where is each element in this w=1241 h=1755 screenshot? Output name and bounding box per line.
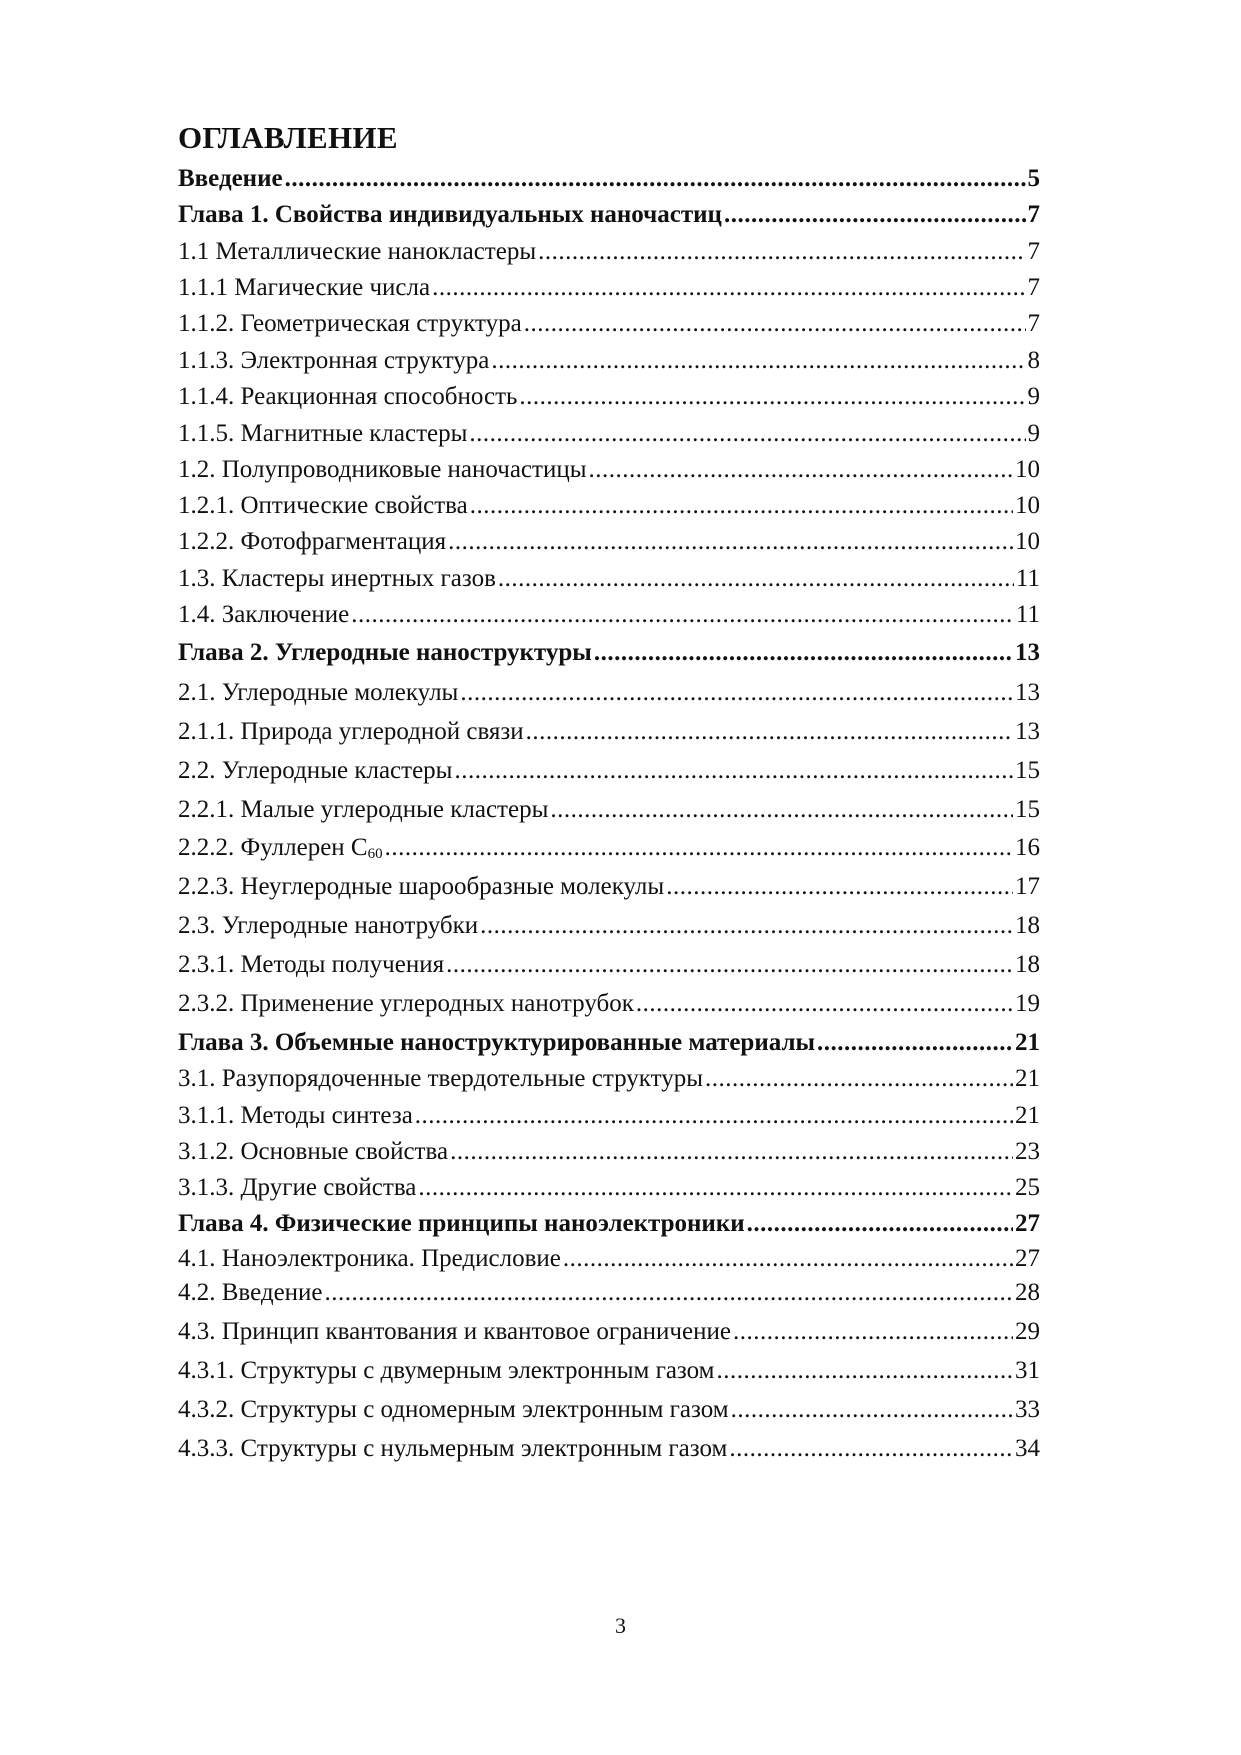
toc-entry-page: 7 bbox=[1027, 310, 1040, 337]
toc-entry-title-text: 1.1.2. Геометрическая структура bbox=[178, 310, 522, 337]
toc-leader-dots bbox=[491, 344, 1025, 378]
toc-entry-title bbox=[178, 987, 634, 1021]
toc-entry-page: 21 bbox=[1015, 1102, 1040, 1129]
toc-entry-page: 13 bbox=[1015, 718, 1040, 745]
toc-section-entry[interactable] bbox=[178, 489, 1040, 523]
toc-entry-page: 11 bbox=[1015, 565, 1040, 592]
toc-entry-title-text: 2.2.3. Неуглеродные шарообразные молекулы bbox=[178, 873, 665, 900]
toc-entry-title bbox=[178, 1135, 448, 1169]
toc-leader-dots bbox=[594, 636, 1013, 670]
toc-entry-title bbox=[178, 1354, 715, 1388]
toc-entry-page: 7 bbox=[1027, 274, 1040, 301]
toc-chapter-entry[interactable] bbox=[178, 162, 1040, 196]
toc-entry-page: 7 bbox=[1027, 201, 1040, 228]
toc-entry-title bbox=[178, 162, 283, 196]
toc-leader-dots bbox=[550, 793, 1013, 827]
toc-entry-page: 27 bbox=[1015, 1245, 1040, 1272]
toc-leader-dots bbox=[731, 1393, 1013, 1427]
toc-entry-title-text: 1.1.5. Магнитные кластеры bbox=[178, 420, 468, 447]
toc-leader-dots bbox=[666, 870, 1013, 904]
toc-entry-title-text: 1.2. Полупроводниковые наночастицы bbox=[178, 456, 587, 483]
toc-chapter-entry[interactable] bbox=[178, 198, 1040, 232]
toc-entry-page: 18 bbox=[1015, 912, 1040, 939]
toc-section-entry[interactable] bbox=[178, 754, 1040, 788]
toc-entry-title-text: 1.2.2. Фотофрагментация bbox=[178, 528, 447, 555]
toc-entry-page: 10 bbox=[1015, 492, 1040, 519]
toc-section-entry[interactable] bbox=[178, 1062, 1040, 1096]
toc-leader-dots bbox=[705, 1062, 1013, 1096]
toc-leader-dots bbox=[717, 1354, 1014, 1388]
toc-entry-page: 29 bbox=[1015, 1318, 1040, 1345]
toc-entry-title bbox=[178, 598, 349, 632]
toc-leader-dots bbox=[519, 380, 1025, 414]
toc-entry-title-text: Глава 3. Объемные наноструктурированные материалы bbox=[178, 1029, 815, 1056]
toc-leader-dots bbox=[325, 1276, 1013, 1310]
toc-section-entry[interactable] bbox=[178, 1354, 1040, 1388]
toc-leader-dots bbox=[817, 1026, 1013, 1060]
toc-leader-dots bbox=[729, 1432, 1013, 1466]
toc-entry-title bbox=[178, 1099, 413, 1133]
toc-entry-title-text: Глава 1. Свойства индивидуальных наночастиц bbox=[178, 201, 722, 228]
toc-leader-dots bbox=[450, 1135, 1013, 1169]
toc-entry-title-text: 2.3.1. Методы получения bbox=[178, 951, 445, 978]
toc-section-entry[interactable] bbox=[178, 987, 1040, 1021]
toc-entry-title-text: 4.3.2. Структуры с одномерным электронным газом bbox=[178, 1396, 729, 1423]
toc-entry-page: 9 bbox=[1027, 420, 1040, 447]
toc-leader-dots bbox=[415, 1099, 1013, 1133]
toc-entry-title bbox=[178, 754, 452, 788]
toc-entry-title-text: 4.1. Наноэлектроника. Предисловие bbox=[178, 1245, 561, 1272]
toc-section-entry[interactable] bbox=[178, 870, 1040, 904]
toc-entry-page: 31 bbox=[1015, 1357, 1040, 1384]
toc-entry-title-text: 1.1 Металлические нанокластеры bbox=[178, 238, 537, 265]
toc-leader-dots bbox=[563, 1242, 1013, 1276]
toc-entry-page: 11 bbox=[1015, 601, 1040, 628]
toc-entry-page: 27 bbox=[1015, 1210, 1040, 1237]
toc-entry-page: 34 bbox=[1015, 1435, 1040, 1462]
toc-entry-page: 28 bbox=[1015, 1279, 1040, 1306]
toc-leader-dots bbox=[526, 715, 1013, 749]
toc-entry-title-text: Введение bbox=[178, 165, 283, 192]
toc-section-entry[interactable] bbox=[178, 525, 1040, 559]
toc-entry-title bbox=[178, 344, 489, 378]
toc-entry-page: 17 bbox=[1015, 873, 1040, 900]
toc-leader-dots bbox=[385, 831, 1013, 865]
toc-entry-title bbox=[178, 831, 383, 865]
toc-entry-title bbox=[178, 1315, 731, 1349]
toc-section-entry[interactable] bbox=[178, 1393, 1040, 1427]
toc-entry-page: 18 bbox=[1015, 951, 1040, 978]
toc-leader-dots bbox=[432, 271, 1025, 305]
toc-entry-title-text: 2.2. Углеродные кластеры bbox=[178, 757, 453, 784]
toc-entry-title-text: 1.1.4. Реакционная способность bbox=[178, 383, 518, 410]
toc-entry-title-text: 4.3. Принцип квантования и квантовое ограничение bbox=[178, 1318, 731, 1345]
toc-entry-title-text: 2.3. Углеродные нанотрубки bbox=[178, 912, 479, 939]
toc-leader-dots bbox=[351, 598, 1014, 632]
toc-section-entry[interactable] bbox=[178, 831, 1040, 865]
toc-entry-page: 19 bbox=[1015, 990, 1040, 1017]
toc-leader-dots bbox=[538, 235, 1025, 269]
toc-entry-page: 5 bbox=[1027, 165, 1040, 192]
toc-entry-title bbox=[178, 307, 522, 341]
toc-entry-title bbox=[178, 1026, 815, 1060]
toc-section-entry[interactable] bbox=[178, 1432, 1040, 1466]
toc-leader-dots bbox=[418, 1171, 1013, 1205]
toc-entry-title-text: 3.1. Разупорядоченные твердотельные структуры bbox=[178, 1065, 703, 1092]
toc-section-entry[interactable] bbox=[178, 380, 1040, 414]
toc-entry-page: 25 bbox=[1015, 1174, 1040, 1201]
toc-chapter-entry[interactable] bbox=[178, 1207, 1040, 1241]
toc-entry-title bbox=[178, 1276, 323, 1310]
toc-leader-dots bbox=[589, 453, 1014, 487]
toc-section-entry[interactable] bbox=[178, 417, 1040, 451]
toc-entry-title bbox=[178, 235, 536, 269]
toc-section-entry[interactable] bbox=[178, 562, 1040, 596]
toc-entry-page: 13 bbox=[1015, 639, 1040, 666]
toc-entry-subscript: 60 bbox=[367, 846, 383, 862]
toc-entry-page: 13 bbox=[1015, 679, 1040, 706]
toc-entry-page: 9 bbox=[1027, 383, 1040, 410]
toc-entry-title bbox=[178, 793, 548, 827]
toc-entry-title-text: 1.4. Заключение bbox=[178, 601, 350, 628]
toc-section-entry[interactable] bbox=[178, 271, 1040, 305]
toc-entry-title bbox=[178, 715, 524, 749]
toc-entry-title-text: Глава 4. Физические принципы наноэлектроники bbox=[178, 1210, 745, 1237]
toc-section-entry[interactable] bbox=[178, 1315, 1040, 1349]
toc-entry-title bbox=[178, 453, 587, 487]
toc-leader-dots bbox=[448, 525, 1013, 559]
toc-leader-dots bbox=[724, 198, 1026, 232]
toc-heading: ОГЛАВЛЕНИЕ bbox=[178, 120, 398, 155]
toc-entry-title bbox=[178, 198, 722, 232]
toc-entry-title bbox=[178, 489, 468, 523]
toc-entry-title bbox=[178, 417, 467, 451]
toc-leader-dots bbox=[469, 417, 1025, 451]
toc-entry-page: 33 bbox=[1015, 1396, 1040, 1423]
toc-leader-dots bbox=[460, 676, 1013, 710]
toc-section-entry[interactable] bbox=[178, 948, 1040, 982]
toc-section-entry[interactable] bbox=[178, 676, 1040, 710]
toc-entry-title bbox=[178, 525, 446, 559]
toc-chapter-entry[interactable] bbox=[178, 1026, 1040, 1060]
toc-entry-title-text: 2.2.1. Малые углеродные кластеры bbox=[178, 796, 549, 823]
toc-leader-dots bbox=[636, 987, 1013, 1021]
toc-entry-page: 15 bbox=[1015, 757, 1040, 784]
toc-leader-dots bbox=[470, 489, 1013, 523]
toc-leader-dots bbox=[480, 909, 1013, 943]
toc-entry-title bbox=[178, 1062, 703, 1096]
toc-entry-title bbox=[178, 909, 478, 943]
toc-entry-title bbox=[178, 1432, 727, 1466]
toc-entry-title bbox=[178, 1207, 745, 1241]
toc-entry-title-text: 3.1.2. Основные свойства bbox=[178, 1138, 449, 1165]
toc-leader-dots bbox=[446, 948, 1013, 982]
toc-entry-page: 7 bbox=[1027, 238, 1040, 265]
toc-leader-dots bbox=[733, 1315, 1013, 1349]
toc-section-entry[interactable] bbox=[178, 793, 1040, 827]
toc-entry-title bbox=[178, 1242, 561, 1276]
toc-section-entry[interactable] bbox=[178, 909, 1040, 943]
toc-entry-title bbox=[178, 636, 592, 670]
toc-entry-title-text: 1.1.3. Электронная структура bbox=[178, 347, 490, 374]
toc-section-entry[interactable] bbox=[178, 1242, 1040, 1276]
toc-entry-title-text: 2.1. Углеродные молекулы bbox=[178, 679, 459, 706]
toc-entry-page: 10 bbox=[1015, 528, 1040, 555]
toc-entry-page: 21 bbox=[1015, 1065, 1040, 1092]
toc-entry-title bbox=[178, 1171, 416, 1205]
toc-section-entry[interactable] bbox=[178, 1099, 1040, 1133]
toc-leader-dots bbox=[747, 1207, 1013, 1241]
page-number: 3 bbox=[615, 1613, 626, 1638]
toc-entry-page: 21 bbox=[1015, 1029, 1040, 1056]
toc-section-entry[interactable] bbox=[178, 344, 1040, 378]
toc-section-entry[interactable] bbox=[178, 307, 1040, 341]
toc-entry-title-text: 4.3.3. Структуры с нульмерным электронным газом bbox=[178, 1435, 728, 1462]
toc-section-entry[interactable] bbox=[178, 1276, 1040, 1310]
toc-entry-page: 15 bbox=[1015, 796, 1040, 823]
toc-entry-title-text: 1.3. Кластеры инертных газов bbox=[178, 565, 496, 592]
toc-entry-title-text: 3.1.3. Другие свойства bbox=[178, 1174, 417, 1201]
toc-entry-title bbox=[178, 870, 664, 904]
toc-entry-page: 16 bbox=[1015, 834, 1040, 861]
toc-section-entry[interactable] bbox=[178, 1171, 1040, 1205]
toc-entry-title bbox=[178, 562, 496, 596]
toc-entry-title bbox=[178, 676, 458, 710]
toc-entry-title bbox=[178, 948, 444, 982]
toc-entry-title-text: 3.1.1. Методы синтеза bbox=[178, 1102, 413, 1129]
toc-entry-title-text: 4.3.1. Структуры с двумерным электронным газом bbox=[178, 1357, 715, 1384]
toc-leader-dots bbox=[524, 307, 1026, 341]
toc-entry-title-text: 1.1.1 Магические числа bbox=[178, 274, 431, 301]
toc-entry-page: 8 bbox=[1027, 347, 1040, 374]
toc-entry-title bbox=[178, 271, 430, 305]
toc-chapter-entry[interactable] bbox=[178, 636, 1040, 670]
toc-entry-page: 23 bbox=[1015, 1138, 1040, 1165]
toc-leader-dots bbox=[454, 754, 1013, 788]
toc-entry-title-text: Глава 2. Углеродные наноструктуры bbox=[178, 639, 592, 666]
toc-section-entry[interactable] bbox=[178, 235, 1040, 269]
toc-entry-title-text: 2.1.1. Природа углеродной связи bbox=[178, 718, 524, 745]
toc-entry-title-text: 2.2.2. Фуллерен C bbox=[178, 834, 368, 861]
toc-section-entry[interactable] bbox=[178, 1135, 1040, 1169]
toc-leader-dots bbox=[498, 562, 1014, 596]
toc-entry-title-text: 2.3.2. Применение углеродных нанотрубок bbox=[178, 990, 634, 1017]
toc-section-entry[interactable] bbox=[178, 598, 1040, 632]
toc-section-entry[interactable] bbox=[178, 715, 1040, 749]
toc-entry-title bbox=[178, 380, 517, 414]
toc-entry-title-text: 4.2. Введение bbox=[178, 1279, 323, 1306]
toc-entry-title bbox=[178, 1393, 729, 1427]
toc-entry-title-text: 1.2.1. Оптические свойства bbox=[178, 492, 468, 519]
toc-entry-page: 10 bbox=[1015, 456, 1040, 483]
toc-leader-dots bbox=[285, 162, 1026, 196]
toc-section-entry[interactable] bbox=[178, 453, 1040, 487]
